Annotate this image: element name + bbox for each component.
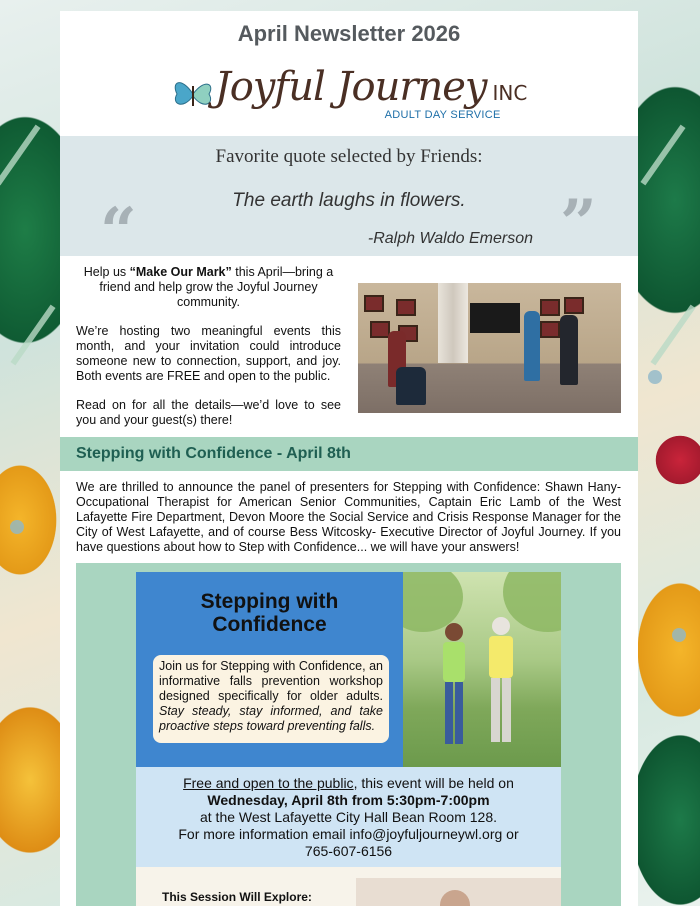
flyer-description (153, 655, 389, 743)
television (470, 303, 520, 333)
walking-woman (485, 616, 517, 751)
flyer-blue-panel (136, 572, 403, 767)
intro-paragraph-2: We’re hosting two meaningful events this month, and your invitation could introduce someone new to connection, support, and joy. Both events are FREE and open to the public. (76, 324, 341, 383)
leaf-decoration (640, 125, 685, 186)
flyer-headline-line-1: Stepping with (200, 590, 339, 613)
company-logo (60, 53, 638, 135)
quote-section (60, 136, 638, 269)
person-standing (560, 315, 578, 385)
logo-suffix: INC (492, 81, 528, 105)
flyer-headline-line-2: Confidence (212, 613, 327, 636)
dot-decoration (672, 628, 686, 642)
person-standing (524, 311, 540, 381)
quote-heading: Favorite quote selected by Friends: (215, 146, 483, 167)
intro-paragraph-3: Read on for all the details—we’d love to see you and your guest(s) there! (76, 398, 341, 427)
flyer-container (76, 563, 621, 906)
wall-frame (540, 321, 560, 338)
intro-text (76, 265, 341, 442)
free-public-text: Free and open to the public (183, 775, 354, 791)
intro-p1-pre: Help us (83, 265, 130, 279)
newsletter-title: April Newsletter 2026 (237, 21, 461, 46)
quote-author: -Ralph Waldo Emerson (367, 230, 533, 247)
flyer-headline (146, 590, 393, 636)
section-header (60, 437, 638, 471)
dot-decoration (10, 520, 24, 534)
flyer-event-location: at the West Lafayette City Hall Bean Room 128. (199, 809, 497, 825)
wall-frame (564, 297, 584, 314)
walking-man (439, 622, 469, 752)
newsletter-page (60, 11, 638, 906)
section-title: Stepping with Confidence - April 8th (76, 445, 351, 462)
event-flyer (136, 572, 561, 906)
wall-frame (540, 299, 560, 316)
person-kneeling (396, 367, 426, 405)
flyer-description-italic: Stay steady, stay informed, and take proactive steps toward preventing falls. (159, 704, 383, 733)
leaf-decoration (0, 125, 41, 186)
flyer-info-line-1-rest: , this event will be held on (353, 775, 514, 791)
intro-paragraph-1 (76, 265, 341, 310)
curtain (438, 283, 468, 363)
leaf-decoration (650, 305, 695, 366)
flyer-explore-heading: This Session Will Explore: (162, 890, 312, 904)
flyer-event-date: Wednesday, April 8th from 5:30pm-7:00pm (207, 792, 490, 808)
intro-p1-post: this April—bring a friend and help grow the Joyful Journey community. (99, 265, 334, 309)
wall-frame (370, 321, 390, 338)
butterfly-icon (171, 74, 215, 114)
flyer-contact-email: For more information email info@joyfuljourneywl.org or (178, 826, 519, 842)
flyer-description-text: Join us for Stepping with Confidence, an informative falls prevention workshop designed specifically for older adults. (159, 659, 383, 703)
flyer-event-info (136, 767, 561, 867)
open-quote-icon: “ (100, 194, 137, 269)
presenter-head (440, 890, 470, 906)
leaf-decoration (10, 305, 55, 366)
dot-decoration (648, 370, 662, 384)
flyer-contact-phone: 765-607-6156 (304, 843, 393, 859)
presenter-photo (356, 878, 561, 906)
logo-tagline: ADULT DAY SERVICE (384, 109, 501, 121)
wall-frame (364, 295, 384, 312)
event-photo (358, 283, 621, 413)
close-quote-icon: ” (560, 186, 597, 261)
logo-name: Joyful Journey (214, 64, 487, 110)
flyer-info-line-1 (136, 775, 561, 792)
make-our-mark-text: “Make Our Mark” (129, 265, 232, 279)
quote-text: The earth laughs in flowers. (232, 190, 466, 211)
wall-frame (396, 299, 416, 316)
flyer-couple-photo (403, 572, 561, 767)
section-body: We are thrilled to announce the panel of presenters for Stepping with Confidence: Shawn Hany- Occupational Therapist for American Senior Communities, Captain Eric Lamb of the West Lafayette Fire Department, Devon Moore the Social Service and Crisis Response Manager for the City of West Lafayette, and of course Bess Witcosky- Executive Director of Joyful Journey. If you have questions about how to Step with Confidence... we will have your answers! (76, 480, 621, 554)
